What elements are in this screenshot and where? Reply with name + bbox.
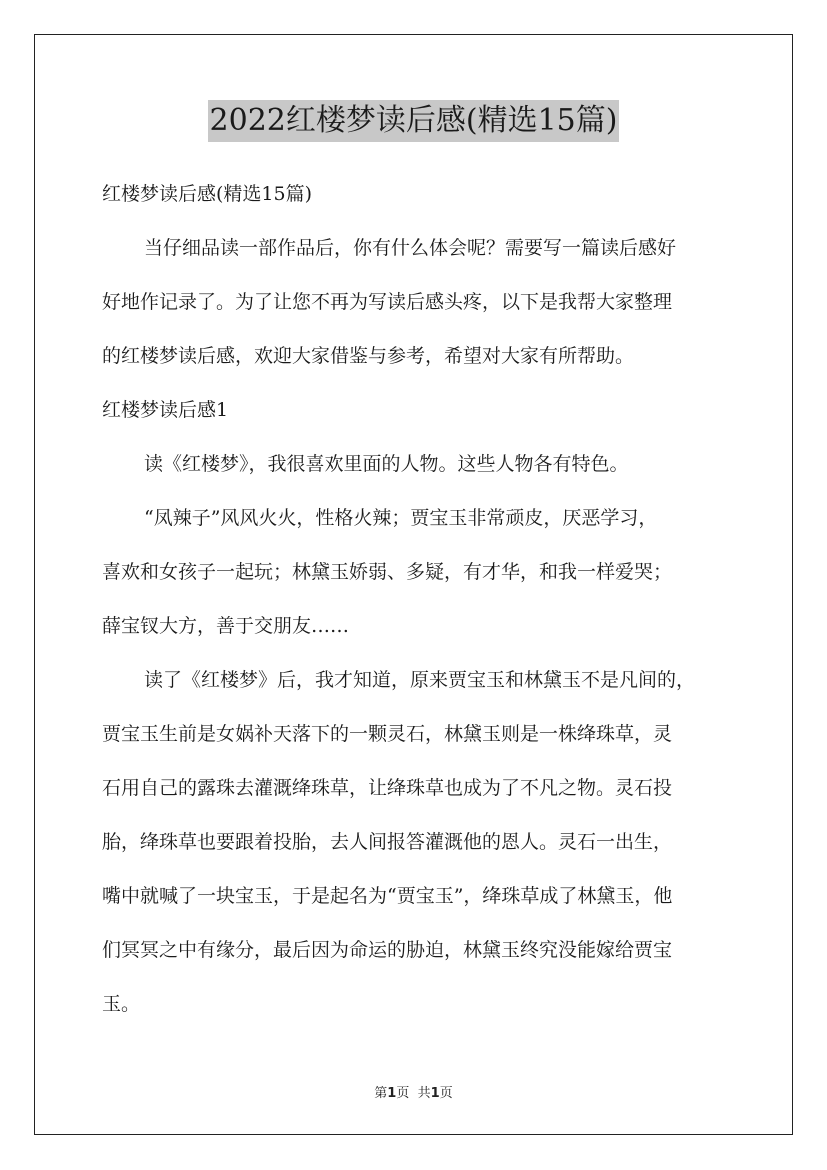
paragraph-line: 石用自己的露珠去灌溉绛珠草，让绛珠草也成为了不凡之物。灵石投 — [102, 777, 673, 799]
document-body — [102, 170, 732, 1034]
paragraph-line: 读《红楼梦》，我很喜欢里面的人物。这些人物各有特色。 — [144, 453, 629, 475]
paragraph-line: 玉。 — [102, 993, 141, 1015]
paragraph-line: 薛宝钗大方，善于交朋友…… — [102, 615, 350, 637]
page-footer — [0, 1082, 827, 1101]
intro-paragraph-line: 的红楼梦读后感，欢迎大家借鉴与参考，希望对大家有所帮助。 — [102, 345, 635, 367]
paragraph-line: 读了《红楼梦》后，我才知道，原来贾宝玉和林黛玉不是凡间的， — [144, 669, 696, 691]
paragraph-line: 们冥冥之中有缘分，最后因为命运的胁迫，林黛玉终究没能嫁给贾宝 — [102, 939, 673, 961]
total-prefix: 共 — [417, 1086, 431, 1101]
subtitle-line: 红楼梦读后感(精选15篇) — [102, 183, 313, 205]
title-container — [0, 100, 827, 142]
intro-paragraph-line: 好地作记录了。为了让您不再为写读后感头疼，以下是我帮大家整理 — [102, 291, 673, 313]
paragraph-line: 喜欢和女孩子一起玩；林黛玉娇弱、多疑，有才华，和我一样爱哭； — [102, 561, 673, 583]
document-title: 2022红楼梦读后感(精选15篇) — [208, 100, 620, 142]
page-prefix: 第 — [374, 1086, 388, 1101]
section-heading: 红楼梦读后感1 — [102, 399, 229, 421]
paragraph-line: “凤辣子”风风火火，性格火辣；贾宝玉非常顽皮，厌恶学习， — [144, 507, 658, 529]
paragraph-line: 嘴中就喊了一块宝玉，于是起名为“贾宝玉”，绛珠草成了林黛玉，他 — [102, 885, 673, 907]
page-suffix: 页 — [396, 1086, 410, 1101]
total-pages: 1 — [430, 1086, 440, 1101]
total-suffix: 页 — [439, 1086, 453, 1101]
intro-paragraph-line: 当仔细品读一部作品后，你有什么体会呢？需要写一篇读后感好 — [144, 237, 677, 259]
paragraph-line: 胎，绛珠草也要跟着投胎，去人间报答灌溉他的恩人。灵石一出生， — [102, 831, 673, 853]
page-number: 1 — [387, 1086, 397, 1101]
paragraph-line: 贾宝玉生前是女娲补天落下的一颗灵石，林黛玉则是一株绛珠草，灵 — [102, 723, 673, 745]
